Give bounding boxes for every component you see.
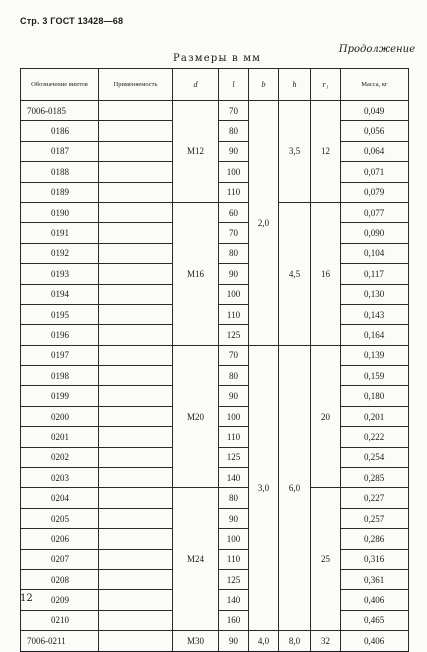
application-cell	[99, 447, 173, 467]
mass-cell: 0,254	[341, 447, 409, 467]
mass-cell: 0,071	[341, 162, 409, 182]
l-cell: 60	[219, 202, 249, 222]
mass-cell: 0,130	[341, 284, 409, 304]
application-cell	[99, 325, 173, 345]
r1-cell: 25	[311, 488, 341, 631]
mass-cell: 0,143	[341, 304, 409, 324]
mass-cell: 0,117	[341, 264, 409, 284]
mass-cell: 0,049	[341, 101, 409, 121]
designation-cell: 0187	[21, 141, 99, 161]
application-cell	[99, 182, 173, 202]
b-cell: 2,0	[249, 101, 279, 346]
l-cell: 90	[219, 631, 249, 651]
application-cell	[99, 468, 173, 488]
mass-cell: 0,090	[341, 223, 409, 243]
application-cell	[99, 345, 173, 365]
application-cell	[99, 243, 173, 263]
d-cell: M12	[173, 101, 219, 203]
l-cell: 90	[219, 264, 249, 284]
designation-cell: 0201	[21, 427, 99, 447]
l-cell: 100	[219, 529, 249, 549]
l-cell: 70	[219, 101, 249, 121]
designation-cell: 0206	[21, 529, 99, 549]
designation-cell: 0209	[21, 590, 99, 610]
col-header-b: b	[249, 69, 279, 101]
designation-cell: 0205	[21, 508, 99, 528]
l-cell: 100	[219, 406, 249, 426]
h-cell: 3,5	[279, 101, 311, 203]
l-cell: 110	[219, 304, 249, 324]
d-cell: M20	[173, 345, 219, 488]
application-cell	[99, 162, 173, 182]
l-cell: 80	[219, 243, 249, 263]
l-cell: 160	[219, 610, 249, 630]
application-cell	[99, 631, 173, 651]
l-cell: 70	[219, 345, 249, 365]
l-cell: 80	[219, 366, 249, 386]
mass-cell: 0,227	[341, 488, 409, 508]
l-cell: 140	[219, 590, 249, 610]
l-cell: 125	[219, 569, 249, 589]
application-cell	[99, 101, 173, 121]
mass-cell: 0,079	[341, 182, 409, 202]
r1-cell: 20	[311, 345, 341, 488]
application-cell	[99, 264, 173, 284]
col-header-l: l	[219, 69, 249, 101]
l-cell: 90	[219, 141, 249, 161]
designation-cell: 0190	[21, 202, 99, 222]
application-cell	[99, 529, 173, 549]
application-cell	[99, 284, 173, 304]
designation-cell: 0193	[21, 264, 99, 284]
application-cell	[99, 141, 173, 161]
application-cell	[99, 121, 173, 141]
mass-cell: 0,285	[341, 468, 409, 488]
application-cell	[99, 366, 173, 386]
h-cell: 4,5	[279, 202, 311, 345]
application-cell	[99, 569, 173, 589]
table-row	[21, 202, 409, 222]
mass-cell: 0,361	[341, 569, 409, 589]
l-cell: 70	[219, 223, 249, 243]
application-cell	[99, 386, 173, 406]
mass-cell: 0,180	[341, 386, 409, 406]
mass-cell: 0,201	[341, 406, 409, 426]
application-cell	[99, 508, 173, 528]
designation-cell: 0196	[21, 325, 99, 345]
application-cell	[99, 406, 173, 426]
designation-cell: 0188	[21, 162, 99, 182]
designation-cell: 7006-0211	[21, 631, 99, 651]
d-cell: M30	[173, 631, 219, 651]
header-row	[21, 69, 409, 101]
dimensions-table	[20, 68, 409, 652]
application-cell	[99, 202, 173, 222]
mass-cell: 0,222	[341, 427, 409, 447]
d-cell: M24	[173, 488, 219, 631]
mass-cell: 0,316	[341, 549, 409, 569]
l-cell: 110	[219, 182, 249, 202]
col-header-r1: r₁	[311, 69, 341, 101]
designation-cell: 0202	[21, 447, 99, 467]
l-cell: 110	[219, 427, 249, 447]
designation-cell: 0189	[21, 182, 99, 202]
mass-cell: 0,465	[341, 610, 409, 630]
mass-cell: 0,164	[341, 325, 409, 345]
designation-cell: 0186	[21, 121, 99, 141]
l-cell: 80	[219, 488, 249, 508]
application-cell	[99, 610, 173, 630]
designation-cell: 7006-0185	[21, 101, 99, 121]
l-cell: 90	[219, 386, 249, 406]
l-cell: 110	[219, 549, 249, 569]
r1-cell: 16	[311, 202, 341, 345]
mass-cell: 0,104	[341, 243, 409, 263]
l-cell: 90	[219, 508, 249, 528]
mass-cell: 0,064	[341, 141, 409, 161]
col-header-designation: Обозначение винтов	[21, 69, 99, 101]
l-cell: 125	[219, 447, 249, 467]
mass-cell: 0,159	[341, 366, 409, 386]
designation-cell: 0207	[21, 549, 99, 569]
mass-cell: 0,257	[341, 508, 409, 528]
designation-cell: 0195	[21, 304, 99, 324]
application-cell	[99, 488, 173, 508]
l-cell: 80	[219, 121, 249, 141]
application-cell	[99, 549, 173, 569]
l-cell: 100	[219, 162, 249, 182]
continuation-label: Продолжение	[338, 44, 415, 55]
mass-cell: 0,406	[341, 631, 409, 651]
units-label: Размеры в мм	[173, 53, 262, 64]
designation-cell: 0208	[21, 569, 99, 589]
application-cell	[99, 304, 173, 324]
b-cell: 4,0	[249, 631, 279, 651]
r1-cell: 32	[311, 631, 341, 651]
mass-cell: 0,056	[341, 121, 409, 141]
table-row	[21, 631, 409, 651]
d-cell: M16	[173, 202, 219, 345]
l-cell: 140	[219, 468, 249, 488]
designation-cell: 0204	[21, 488, 99, 508]
designation-cell: 0200	[21, 406, 99, 426]
h-cell: 8,0	[279, 631, 311, 651]
mass-cell: 0,139	[341, 345, 409, 365]
designation-cell: 0199	[21, 386, 99, 406]
col-header-h: h	[279, 69, 311, 101]
application-cell	[99, 590, 173, 610]
l-cell: 125	[219, 325, 249, 345]
mass-cell: 0,077	[341, 202, 409, 222]
l-cell: 100	[219, 284, 249, 304]
col-header-mass: Масса, кг	[341, 69, 409, 101]
col-header-d: d	[173, 69, 219, 101]
r1-cell: 12	[311, 101, 341, 203]
designation-cell: 0192	[21, 243, 99, 263]
designation-cell: 0191	[21, 223, 99, 243]
table-row	[21, 488, 409, 508]
application-cell	[99, 427, 173, 447]
mass-cell: 0,406	[341, 590, 409, 610]
table-row	[21, 345, 409, 365]
page-header: Стр. 3 ГОСТ 13428—68	[20, 16, 124, 26]
designation-cell: 0203	[21, 468, 99, 488]
designation-cell: 0194	[21, 284, 99, 304]
designation-cell: 0198	[21, 366, 99, 386]
page-number: 12	[20, 593, 33, 604]
col-header-application: Применяемость	[99, 69, 173, 101]
table-row	[21, 101, 409, 121]
h-cell: 6,0	[279, 345, 311, 630]
designation-cell: 0197	[21, 345, 99, 365]
designation-cell: 0210	[21, 610, 99, 630]
application-cell	[99, 223, 173, 243]
b-cell: 3,0	[249, 345, 279, 630]
mass-cell: 0,286	[341, 529, 409, 549]
